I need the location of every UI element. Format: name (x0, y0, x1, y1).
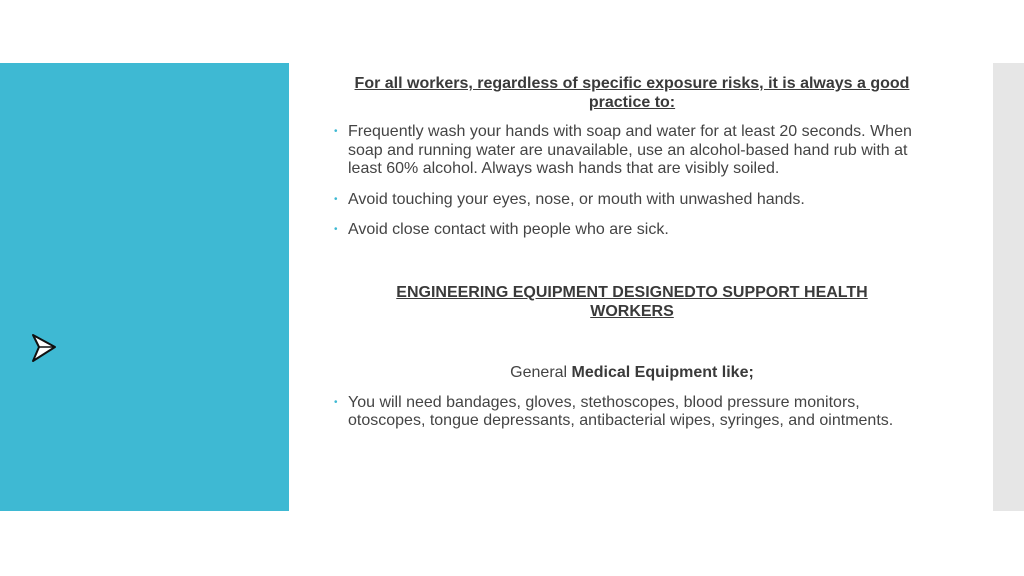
list-item-text: You will need bandages, gloves, stethoscopes, blood pressure monitors, otoscopes, tongue depressants, antibacterial wipes, syringes, and ointments. (348, 393, 894, 429)
bullet-icon: • (334, 193, 338, 205)
subhead-bold: Medical Equipment like; (571, 363, 754, 381)
list-item (331, 394, 933, 431)
list-item (331, 221, 933, 240)
content-area (331, 74, 933, 431)
list-item-text: Avoid touching your eyes, nose, or mouth with unwashed hands. (348, 190, 805, 208)
section-heading-engineering: ENGINEERING EQUIPMENT DESIGNEDTO SUPPORT HEALTH WORKERS (396, 283, 868, 320)
bullet-icon: • (334, 396, 338, 408)
section-heading-workers: For all workers, regardless of specific exposure risks, it is always a good practice to: (354, 75, 910, 111)
subhead-prefix: General (510, 363, 572, 381)
list-item (331, 191, 933, 210)
bullet-icon: • (334, 126, 338, 137)
equipment-subheading (331, 363, 933, 382)
side-strip (993, 63, 1024, 511)
accent-panel (0, 63, 289, 511)
arrowhead-icon (31, 333, 57, 363)
list-item-text: Frequently wash your hands with soap and water for at least 20 seconds. When soap and running water are unavailable, use an alcohol-based hand rub with at least 60% alcohol. Always wash hands that are visibly soiled. (348, 123, 912, 177)
bullet-icon: • (334, 224, 338, 235)
list-item-text: Avoid close contact with people who are sick. (348, 221, 669, 238)
list-item (331, 123, 933, 179)
